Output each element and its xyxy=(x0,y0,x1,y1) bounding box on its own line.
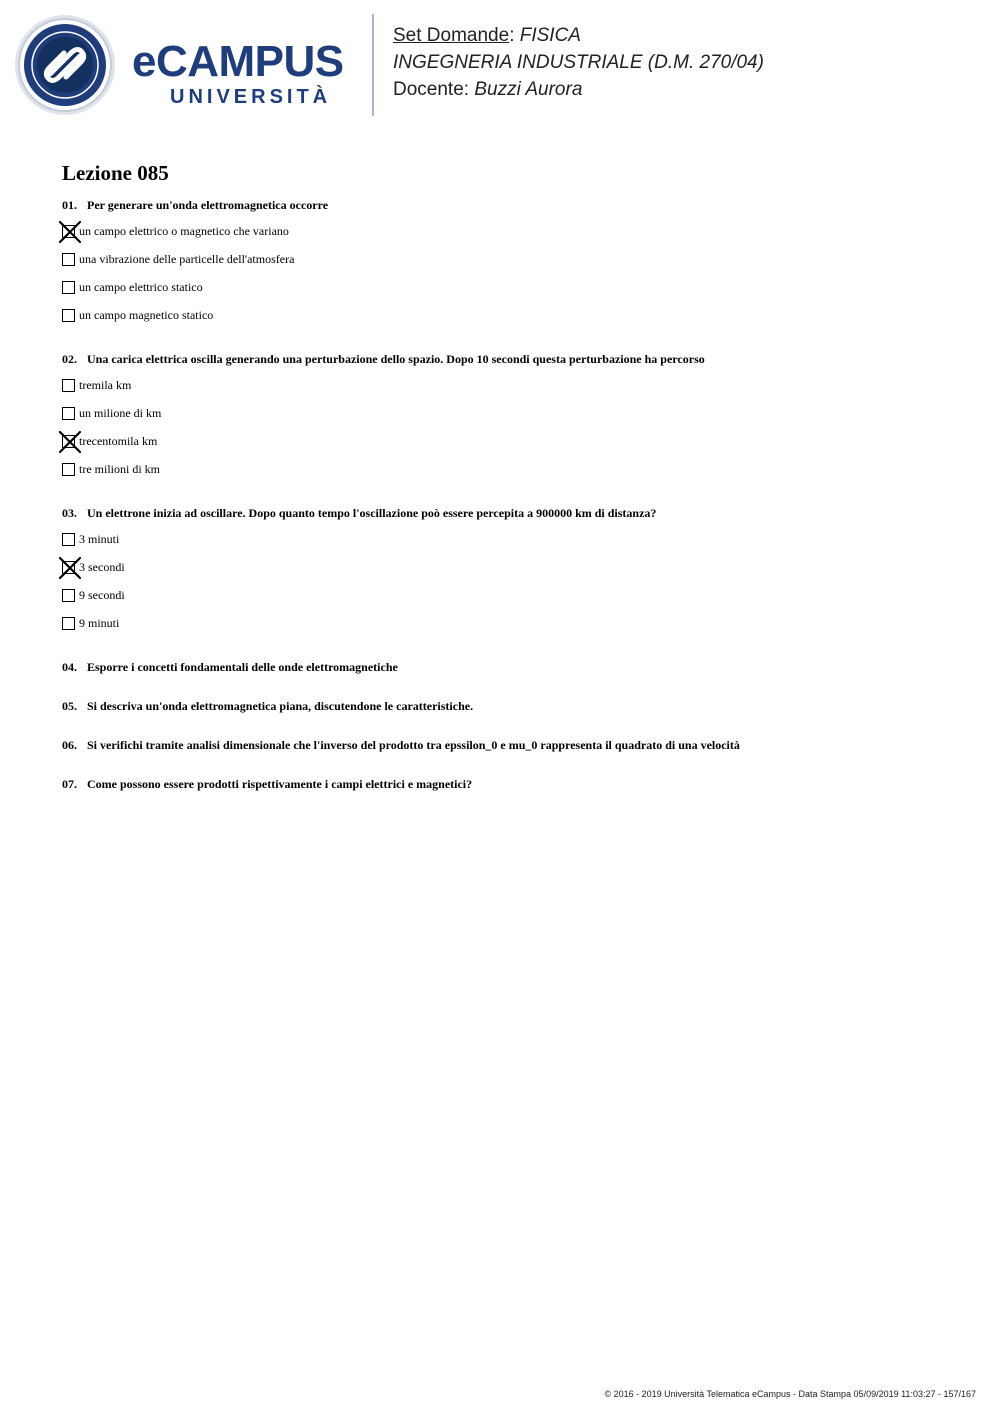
question-item xyxy=(62,196,962,329)
set-line: Set Domande: FISICA xyxy=(393,25,581,46)
checkbox[interactable] xyxy=(62,281,75,294)
answer-option[interactable] xyxy=(62,217,962,245)
question-number: 07. xyxy=(62,777,77,791)
cross-mark-icon xyxy=(58,556,82,580)
question-text xyxy=(62,196,962,214)
answer-text: 9 secondi xyxy=(79,588,125,602)
answer-text: un campo elettrico o magnetico che variano xyxy=(79,224,289,238)
question-item xyxy=(62,775,962,793)
answer-text: 9 minuti xyxy=(79,616,120,630)
question-label: Come possono essere prodotti rispettivamente i campi elettrici e magnetici? xyxy=(87,777,473,791)
header-info xyxy=(393,22,764,103)
answer-text: trecentomila km xyxy=(79,434,158,448)
checkbox[interactable] xyxy=(62,533,75,546)
question-text xyxy=(62,658,962,676)
checkbox[interactable] xyxy=(62,617,75,630)
set-label: Set Domande xyxy=(393,25,510,46)
lesson-title: Lezione 085 xyxy=(62,161,169,185)
answer-text: un milione di km xyxy=(79,406,162,420)
answer-text: 3 secondi xyxy=(79,560,125,574)
checkbox-checked[interactable] xyxy=(62,435,75,448)
answer-text: 3 minuti xyxy=(79,532,120,546)
question-item xyxy=(62,350,962,483)
answer-option[interactable] xyxy=(62,609,962,637)
course-name: INGEGNERIA INDUSTRIALE (D.M. 270/04) xyxy=(393,52,764,73)
answer-options xyxy=(62,525,962,637)
answer-text: tremila km xyxy=(79,378,132,392)
question-text xyxy=(62,504,962,522)
answer-option[interactable] xyxy=(62,553,962,581)
answer-option[interactable] xyxy=(62,581,962,609)
question-number: 05. xyxy=(62,699,77,713)
question-label: Si verifichi tramite analisi dimensionale che l'inverso del prodotto tra epssilon_0 e mu_0 rappresenta il quadrato di una velocità xyxy=(87,738,740,752)
answer-text: un campo magnetico statico xyxy=(79,308,214,322)
brand-subtitle: UNIVERSITÀ xyxy=(170,86,332,108)
question-text xyxy=(62,697,962,715)
answer-text: tre milioni di km xyxy=(79,462,160,476)
question-number: 06. xyxy=(62,738,77,752)
answer-options xyxy=(62,371,962,483)
question-item xyxy=(62,504,962,637)
question-number: 01. xyxy=(62,198,77,212)
checkbox-checked[interactable] xyxy=(62,561,75,574)
answer-option[interactable] xyxy=(62,371,962,399)
set-value: FISICA xyxy=(519,25,581,46)
answer-text: un campo elettrico statico xyxy=(79,280,203,294)
question-item xyxy=(62,658,962,676)
page-footer: © 2016 - 2019 Università Telematica eCampus - Data Stampa 05/09/2019 11:03:27 - 157/167 xyxy=(604,1389,976,1399)
question-number: 02. xyxy=(62,352,77,366)
question-item xyxy=(62,736,962,754)
question-number: 04. xyxy=(62,660,77,674)
question-text xyxy=(62,350,962,368)
question-number: 03. xyxy=(62,506,77,520)
cross-mark-icon xyxy=(58,220,82,244)
question-label: Una carica elettrica oscilla generando una perturbazione dello spazio. Dopo 10 secondi questa perturbazione ha percorso xyxy=(87,352,705,366)
question-label: Per generare un'onda elettromagnetica occorre xyxy=(87,198,329,212)
answer-options xyxy=(62,217,962,329)
header-divider xyxy=(372,14,374,116)
checkbox[interactable] xyxy=(62,253,75,266)
teacher-name: Buzzi Aurora xyxy=(474,79,583,100)
teacher-line xyxy=(393,76,764,103)
checkbox-checked[interactable] xyxy=(62,225,75,238)
answer-option[interactable] xyxy=(62,399,962,427)
question-label: Si descriva un'onda elettromagnetica piana, discutendone le caratteristiche. xyxy=(87,699,474,713)
teacher-label: Docente: xyxy=(393,79,470,100)
answer-option[interactable] xyxy=(62,455,962,483)
question-text xyxy=(62,775,962,793)
checkbox[interactable] xyxy=(62,407,75,420)
checkbox[interactable] xyxy=(62,589,75,602)
question-item xyxy=(62,697,962,715)
answer-text: una vibrazione delle particelle dell'atmosfera xyxy=(79,252,295,266)
answer-option[interactable] xyxy=(62,301,962,329)
question-text xyxy=(62,736,962,754)
ecampus-logo xyxy=(14,14,359,116)
checkbox[interactable] xyxy=(62,379,75,392)
question-label: Esporre i concetti fondamentali delle onde elettromagnetiche xyxy=(87,660,398,674)
checkbox[interactable] xyxy=(62,463,75,476)
university-seal-icon xyxy=(14,14,116,116)
cross-mark-icon xyxy=(58,430,82,454)
question-list xyxy=(62,196,962,814)
answer-option[interactable] xyxy=(62,427,962,455)
checkbox[interactable] xyxy=(62,309,75,322)
answer-option[interactable] xyxy=(62,245,962,273)
question-label: Un elettrone inizia ad oscillare. Dopo quanto tempo l'oscillazione poò essere percepita a 900000 km di distanza? xyxy=(87,506,657,520)
brand-name: eCAMPUS xyxy=(132,37,344,86)
answer-option[interactable] xyxy=(62,525,962,553)
answer-option[interactable] xyxy=(62,273,962,301)
